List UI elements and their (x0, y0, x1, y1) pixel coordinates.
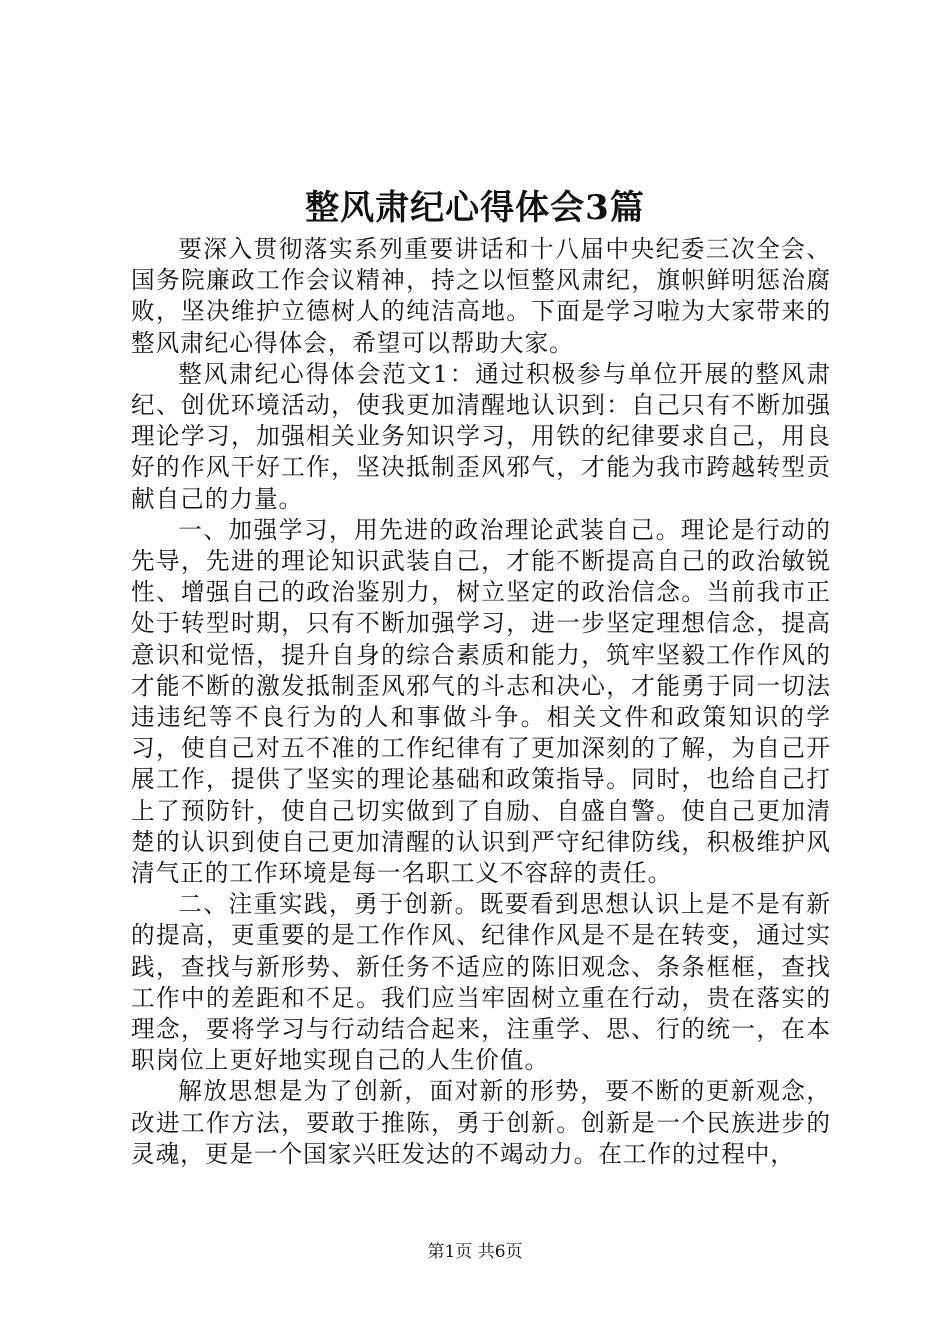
body-paragraph-innovation: 解放思想是为了创新，面对新的形势，要不断的更新观念，改进工作方法，要敢于推陈，勇于创新。创新是一个民族进步的灵魂，更是一个国家兴旺发达的不竭动力。在工作的过程中， (131, 1077, 831, 1168)
document-body (131, 234, 831, 1170)
document-title: 整风肃纪心得体会3篇 (305, 188, 645, 228)
body-paragraph-section-2: 二、注重实践，勇于创新。既要看到思想认识上是不是有新的提高，更重要的是工作作风、纪律作风是不是在转变，通过实践，查找与新形势、新任务不适应的陈旧观念、条条框框，查找工作中的差距和不足。我们应当牢固树立重在行动，贵在落实的理念，要将学习与行动结合起来，注重学、思、行的统一，在本职岗位上更好地实现自己的人生价值。 (131, 890, 831, 1075)
body-paragraph-intro: 要深入贯彻落实系列重要讲话和十八届中央纪委三次全会、国务院廉政工作会议精神，持之以恒整风肃纪，旗帜鲜明惩治腐败，坚决维护立德树人的纯洁高地。下面是学习啦为大家带来的整风肃纪心得体会，希望可以帮助大家。 (131, 235, 831, 357)
page-footer: 第1页 共6页 (427, 1242, 523, 1262)
body-paragraph-sample-1: 整风肃纪心得体会范文1：通过积极参与单位开展的整风肃纪、创优环境活动，使我更加清醒地认识到：自己只有不断加强理论学习，加强相关业务知识学习，用铁的纪律要求自己，用良好的作风干好工作，坚决抵制歪风邪气，才能为我市跨越转型贡献自己的力量。 (131, 359, 831, 513)
body-paragraph-section-1: 一、加强学习，用先进的政治理论武装自己。理论是行动的先导，先进的理论知识武装自己，才能不断提高自己的政治敏锐性、增强自己的政治鉴别力，树立坚定的政治信念。当前我市正处于转型时期，只有不断加强学习，进一步坚定理想信念，提高意识和觉悟，提升自身的综合素质和能力，筑牢坚毅工作作风的才能不断的激发抵制歪风邪气的斗志和决心，才能勇于同一切法违违纪等不良行为的人和事做斗争。相关文件和政策知识的学习，使自己对五不准的工作纪律有了更加深刻的了解，为自己开展工作，提供了坚实的理论基础和政策指导。同时，也给自己打上了预防针，使自己切实做到了自励、自盛自警。使自己更加清楚的认识到使自己更加清醒的认识到严守纪律防线，积极维护风清气正的工作环境是每一名职工义不容辞的责任。 (131, 515, 831, 888)
